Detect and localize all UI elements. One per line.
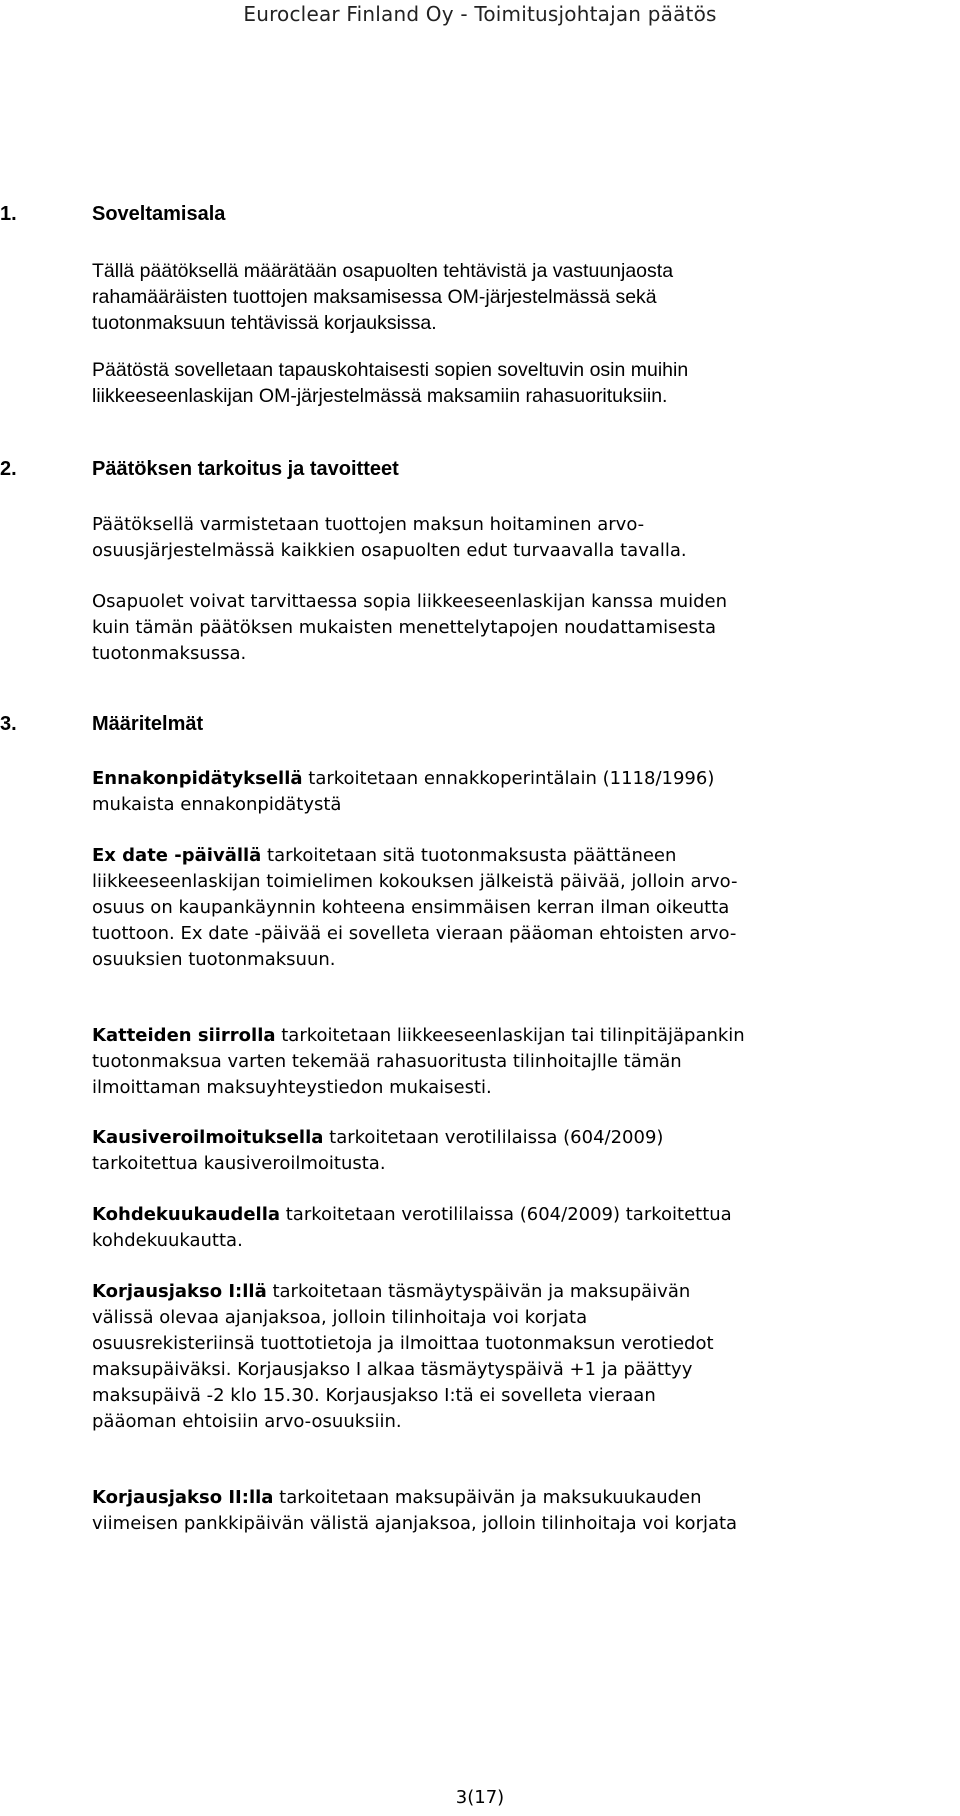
text-line: liikkeeseenlaskijan toimielimen kokouksen jälkeistä päivää, jolloin arvo-: [92, 871, 738, 892]
text-line: pääoman ehtoisiin arvo-osuuksiin.: [92, 1411, 402, 1432]
text-line: Päätöstä sovelletaan tapauskohtaisesti sopien soveltuvin osin muihin: [92, 359, 689, 381]
definition-term: Kohdekuukaudella: [92, 1204, 281, 1225]
text-line: välissä olevaa ajanjaksoa, jolloin tilinhoitaja voi korjata: [92, 1307, 588, 1328]
text-line: viimeisen pankkipäivän välistä ajanjaksoa, jolloin tilinhoitaja voi korjata: [92, 1513, 738, 1534]
definition-text: tarkoitetaan liikkeeseenlaskijan tai tilinpitäjäpankin: [275, 1025, 745, 1046]
definition: [92, 843, 832, 973]
text-line: osuusrekisteriinsä tuottotietoja ja ilmoittaa tuotonmaksun verotiedot: [92, 1333, 714, 1354]
definition-text: tarkoitetaan verotililaissa (604/2009): [323, 1127, 664, 1148]
page-header: Euroclear Finland Oy - Toimitusjohtajan päätös: [243, 2, 717, 26]
definition-text: tarkoitetaan täsmäytyspäivän ja maksupäivän: [266, 1281, 691, 1302]
definition-first-line: [92, 1125, 832, 1151]
text-line: tarkoitettua kausiveroilmoitusta.: [92, 1153, 386, 1174]
paragraph: [92, 589, 832, 667]
text-line: osuusjärjestelmässä kaikkien osapuolten edut turvaavalla tavalla.: [92, 540, 687, 561]
definition: [92, 766, 832, 818]
text-line: tuotonmaksussa.: [92, 643, 247, 664]
section-number: 3.: [0, 713, 17, 735]
section-number: 2.: [0, 458, 17, 480]
text-line: tuottoon. Ex date -päivää ei sovelleta vieraan pääoman ehtoisten arvo-: [92, 923, 737, 944]
definition-term: Ennakonpidätyksellä: [92, 768, 303, 789]
text-line: mukaista ennakonpidätystä: [92, 794, 342, 815]
text-line: liikkeeseenlaskijan OM-järjestelmässä maksamiin rahasuorituksiin.: [92, 385, 668, 407]
definition-term: Ex date -päivällä: [92, 845, 262, 866]
page-number: 3(17): [455, 1787, 505, 1808]
definition-text: tarkoitetaan sitä tuotonmaksusta päättäneen: [261, 845, 677, 866]
text-line: maksupäiväksi. Korjausjakso I alkaa täsmäytyspäivä +1 ja päättyy: [92, 1359, 693, 1380]
definition-text: tarkoitetaan maksupäivän ja maksukuukauden: [273, 1487, 702, 1508]
definition: [92, 1125, 832, 1177]
section-title: Soveltamisala: [92, 203, 226, 225]
definition-first-line: [92, 1485, 832, 1511]
paragraph: [92, 258, 832, 336]
definition-first-line: [92, 843, 832, 869]
section-title: Määritelmät: [92, 713, 204, 735]
definition-text: tarkoitetaan ennakkoperintälain (1118/1996): [302, 768, 715, 789]
definition-text: tarkoitetaan verotililaissa (604/2009) tarkoitettua: [280, 1204, 732, 1225]
text-line: tuotonmaksua varten tekemää rahasuoritusta tilinhoitajlle tämän: [92, 1051, 682, 1072]
definition-first-line: [92, 766, 832, 792]
definition: [92, 1023, 832, 1101]
text-line: rahamääräisten tuottojen maksamisessa OM-järjestelmässä sekä: [92, 286, 657, 308]
paragraph: [92, 512, 832, 564]
definition: [92, 1485, 832, 1537]
definition: [92, 1279, 832, 1435]
definition: [92, 1202, 832, 1254]
text-line: Päätöksellä varmistetaan tuottojen maksun hoitaminen arvo-: [92, 514, 645, 535]
text-line: osuuksien tuotonmaksuun.: [92, 949, 336, 970]
section-number: 1.: [0, 203, 17, 225]
section-title: Päätöksen tarkoitus ja tavoitteet: [92, 458, 399, 480]
text-line: Osapuolet voivat tarvittaessa sopia liikkeeseenlaskijan kanssa muiden: [92, 591, 728, 612]
definition-term: Korjausjakso II:lla: [92, 1487, 274, 1508]
definition-term: Korjausjakso I:llä: [92, 1281, 267, 1302]
text-line: kohdekuukautta.: [92, 1230, 243, 1251]
definition-first-line: [92, 1202, 832, 1228]
text-line: tuotonmaksuun tehtävissä korjauksissa.: [92, 312, 437, 334]
text-line: kuin tämän päätöksen mukaisten menettelytapojen noudattamisesta: [92, 617, 717, 638]
text-line: Tällä päätöksellä määrätään osapuolten tehtävistä ja vastuunjaosta: [92, 260, 674, 282]
text-line: maksupäivä -2 klo 15.30. Korjausjakso I:tä ei sovelleta vieraan: [92, 1385, 656, 1406]
text-line: osuus on kaupankäynnin kohteena ensimmäisen kerran ilman oikeutta: [92, 897, 730, 918]
paragraph: [92, 357, 832, 409]
definition-first-line: [92, 1023, 832, 1049]
definition-first-line: [92, 1279, 832, 1305]
text-line: ilmoittaman maksuyhteystiedon mukaisesti.: [92, 1077, 492, 1098]
definition-term: Katteiden siirrolla: [92, 1025, 276, 1046]
definition-term: Kausiveroilmoituksella: [92, 1127, 324, 1148]
